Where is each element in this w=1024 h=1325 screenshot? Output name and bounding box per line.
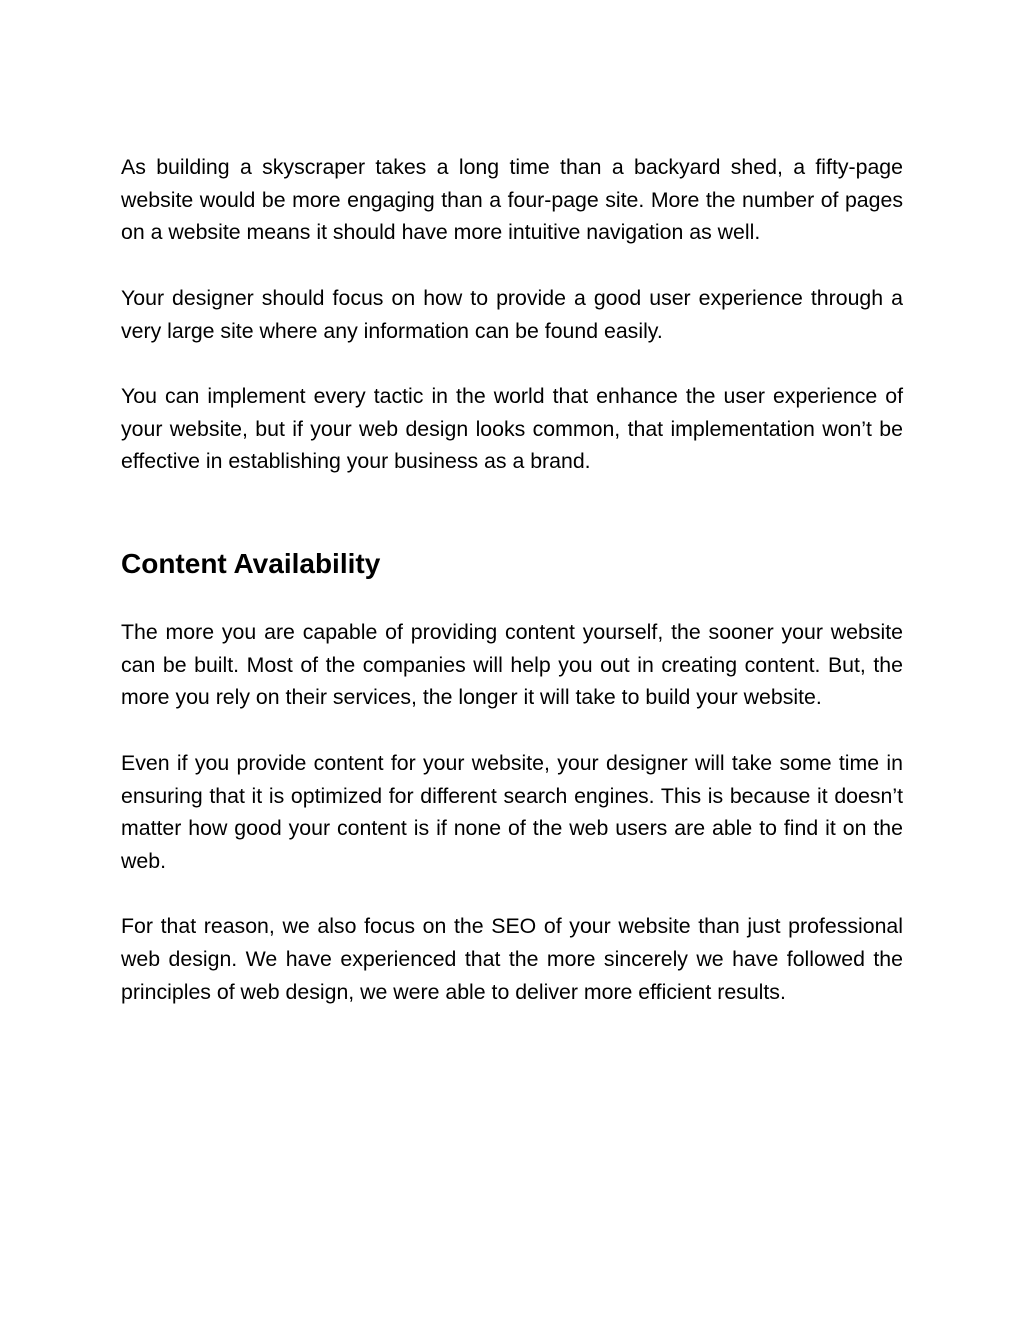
paragraph-spacer — [121, 249, 903, 282]
paragraph-spacer — [121, 347, 903, 380]
section-heading: Content Availability — [121, 548, 381, 579]
paragraph-skyscraper: As building a skyscraper takes a long time than a backyard shed, a fifty-page website would be more engaging than a four-page site. More the number of pages on a website means it should have more intuitive navigation as well. — [121, 155, 903, 245]
paragraph-seo-focus: For that reason, we also focus on the SEO of your website than just professional web design. We have experienced that the more sincerely we have followed the principles of web design, we were able to deliver more efficient results. — [121, 914, 903, 1004]
paragraph-brand: You can implement every tactic in the world that enhance the user experience of your website, but if your web design looks common, that implementation won’t be effective in establishing your business as a brand. — [121, 383, 903, 474]
heading-spacer — [121, 478, 903, 546]
paragraph-spacer — [121, 878, 903, 911]
paragraph-content-provision: The more you are capable of providing content yourself, the sooner your website can be built. Most of the companies will help you out in creating content. But, the more you rely on their services, the longer it will take to build your website. — [121, 620, 903, 710]
document-page — [121, 151, 903, 1008]
paragraph-seo-optimization: Even if you provide content for your website, your designer will take some time in ensuring that it is optimized for different search engines. This is because it doesn’t matter how good your content is if none of the web users are able to find it on the web. — [121, 750, 903, 873]
paragraph-spacer — [121, 714, 903, 747]
heading-spacer — [121, 582, 903, 616]
paragraph-user-experience: Your designer should focus on how to provide a good user experience through a very large site where any information can be found easily. — [121, 285, 903, 343]
